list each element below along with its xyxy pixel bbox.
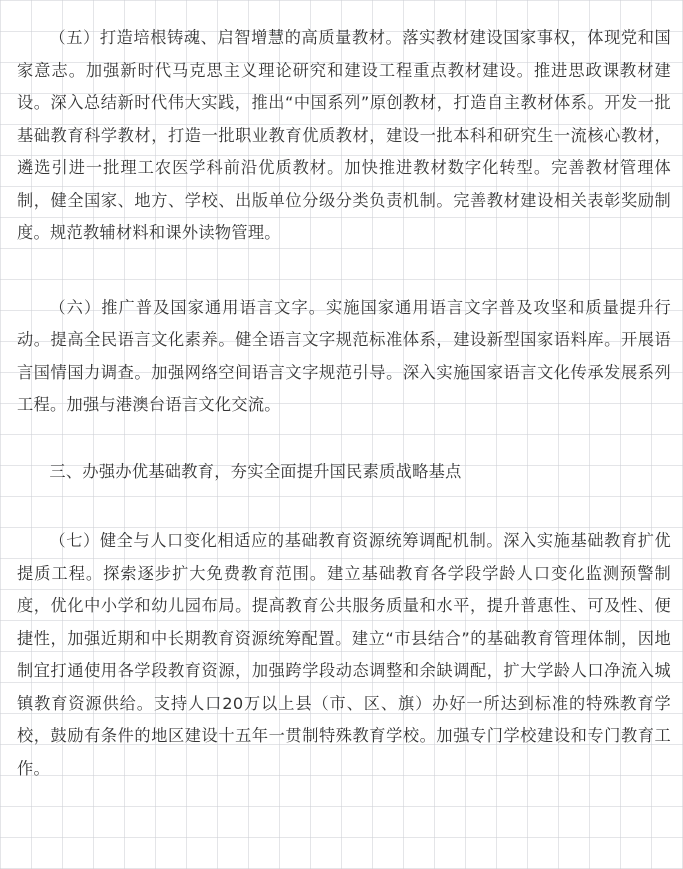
paragraph-6: （六）推广普及国家通用语言文字。实施国家通用语言文字普及攻坚和质量提升行动。提高全民语言文化素养。健全语言文字规范标准体系，建设新型国家语料库。开展语言国情国力调查。加强网络空间语言文字规范引导。深入实施国家语言文化传承发展系列工程。加强与港澳台语言文化交流。 <box>17 297 671 414</box>
paragraph-5: （五）打造培根铸魂、启智增慧的高质量教材。落实教材建设国家事权，体现党和国家意志。加强新时代马克思主义理论研究和建设工程重点教材建设。推进思政课教材建设。深入总结新时代伟大实践，推出“中国系列”原创教材，打造自主教材体系。开发一批基础教育科学教材，打造一批职业教育优质教材，建设一批本科和研究生一流核心教材，遴选引进一批理工农医学科前沿优质教材。加快推进教材数字化转型。完善教材管理体制，健全国家、地方、学校、出版单位分级分类负责机制。完善教材建设相关表彰奖励制度。规范教辅材料和课外读物管理。 <box>17 28 671 242</box>
section-3-heading: 三、办强办优基础教育，夯实全面提升国民素质战略基点 <box>49 461 462 481</box>
paragraph-7: （七）健全与人口变化相适应的基础教育资源统筹调配机制。深入实施基础教育扩优提质工程。探索逐步扩大免费教育范围。建立基础教育各学段学龄人口变化监测预警制度，优化中小学和幼儿园布局。提高教育公共服务质量和水平，提升普惠性、可及性、便捷性，加强近期和中长期教育资源统筹配置。建立“市县结合”的基础教育管理体制，因地制宜打通使用各学段教育资源，加强跨学段动态调整和余缺调配，扩大学龄人口净流入城镇教育资源供给。支持人口20万以上县（市、区、旗）办好一所达到标准的特殊教育学校，鼓励有条件的地区建设十五年一贯制特殊教育学校。加强专门学校建设和专门教育工作。 <box>17 531 671 778</box>
